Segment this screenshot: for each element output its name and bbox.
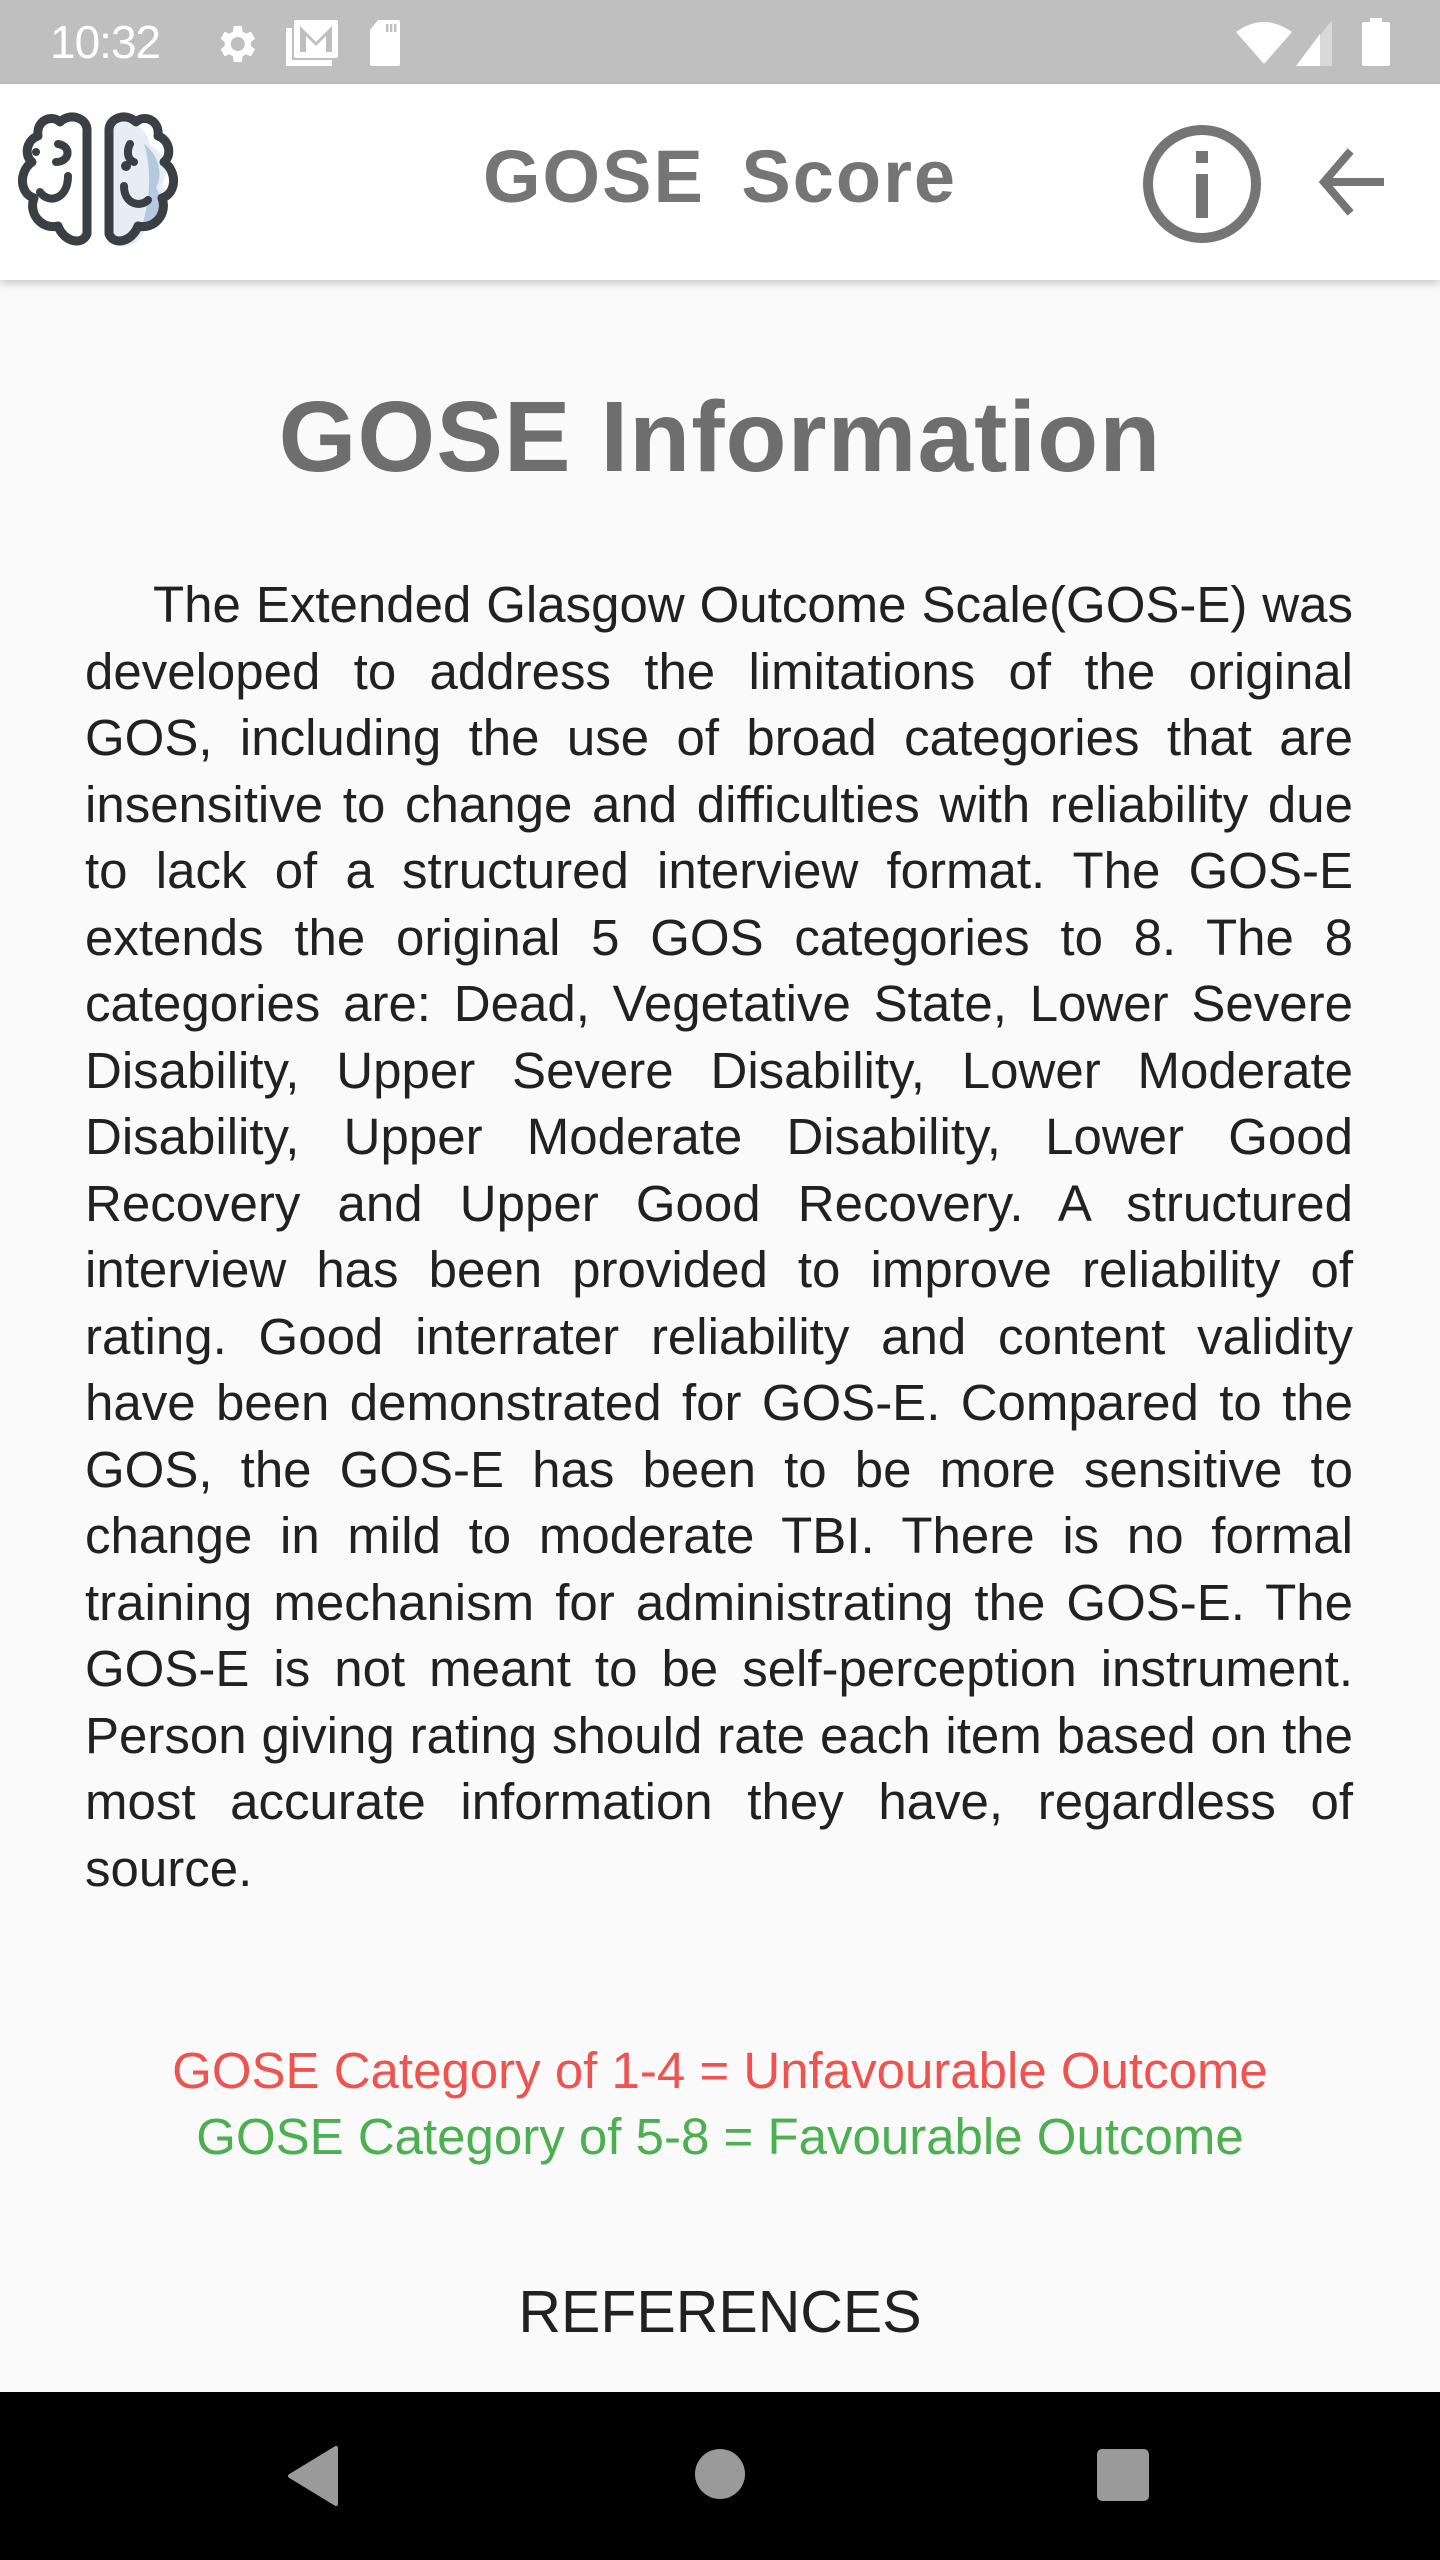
wifi-icon — [1236, 20, 1292, 64]
system-nav-bar — [0, 2392, 1440, 2560]
info-icon[interactable] — [1140, 122, 1264, 246]
app-title: GOSE Score — [482, 135, 958, 218]
references-button[interactable]: REFERENCES — [518, 2279, 922, 2345]
battery-icon — [1362, 18, 1390, 66]
gose-information-content[interactable] — [0, 280, 1440, 2392]
sd-card-icon — [370, 20, 400, 66]
unfavourable-outcome-label: GOSE Category of 1-4 = Unfavourable Outcome — [172, 2042, 1268, 2099]
status-time: 10:32 — [50, 16, 161, 68]
arrow-back-icon[interactable] — [1318, 132, 1390, 232]
settings-icon — [212, 20, 260, 68]
gmail-icon — [286, 20, 342, 66]
nav-back-icon[interactable] — [286, 2446, 342, 2506]
gose-description-paragraph: The Extended Glasgow Outcome Scale(GOS-E) was developed to address the limitations of the original GOS, including the use of broad categories that are insensitive to change and difficulties with reliability due to lack of a structured interview format. The GOS-E extends the original 5 GOS categories to 8. The 8 categories are: Dead, Vegetative State, Lower Severe Disability, Upper Severe Disability, Lower Moderate Disability, Upper Moderate Disability, Lower Good Recovery and Upper Good Recovery. A structured interview has been provided to improve reliability of rating. Good interrater reliability and content validity have been demonstrated for GOS-E. Compared to the GOS, the GOS-E has been to be more sensitive to change in mild to moderate TBI. There is no formal training mechanism for administrating the GOS-E. The GOS-E is not meant to be self-perception instrument. Person giving rating should rate each item based on the most accurate information they have, regardless of source. — [85, 576, 1353, 1897]
page-heading: GOSE Information — [278, 381, 1162, 493]
favourable-outcome-label: GOSE Category of 5-8 = Favourable Outcome — [196, 2108, 1244, 2165]
app-bar — [0, 84, 1440, 280]
signal-icon — [1296, 20, 1332, 66]
status-bar — [0, 0, 1440, 84]
nav-home-icon[interactable] — [694, 2448, 746, 2500]
nav-recents-icon[interactable] — [1096, 2448, 1150, 2502]
